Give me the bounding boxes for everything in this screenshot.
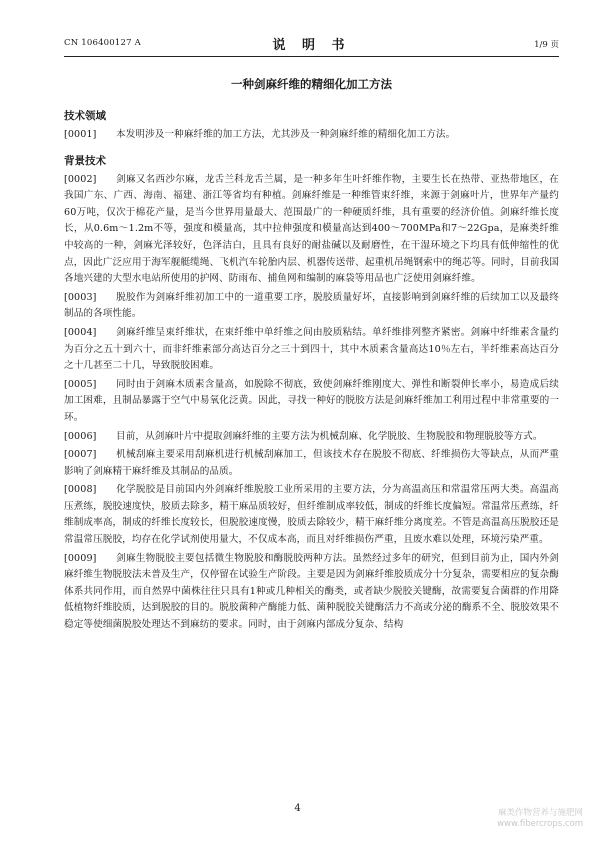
paragraph-text: 脱胶作为剑麻纤维初加工中的一道重要工序，脱胶质量好坏，直接影响到剑麻纤维的后续加工以及最终制品的各项性能。 <box>64 291 559 320</box>
paragraph-text: 本发明涉及一种麻纤维的加工方法，尤其涉及一种剑麻纤维的精细化加工方法。 <box>116 129 456 140</box>
document-title: 一种剑麻纤维的精细化加工方法 <box>231 77 392 91</box>
section-heading: 背景技术 <box>64 154 106 167</box>
paragraph <box>64 429 559 446</box>
page-number: 4 <box>294 803 301 814</box>
page-indicator: 1/9 页 <box>534 40 559 50</box>
document-body <box>64 107 559 636</box>
paragraph-text: 剑麻生物脱胶主要包括微生物脱胶和酶脱胶两种方法。虽然经过多年的研究，但到目前为止，国内外剑麻纤维生物脱胶法未普及生产，仅停留在试验生产阶段。主要是因为剑麻纤维胶质成分十分复杂，需要相应的复杂酶体系共同作用，而自然界中菌株往往只具有1种或几种相关的酶类，或者缺少脱胶关键酶，故需要复合菌群的作用降低植物纤维胶质，达到脱胶的目的。脱胶菌种产酶能力低、菌种脱胶关键酶活力不高或分泌的酶系不全、脱胶效果不稳定等使细菌脱胶处理达不到麻纺的要求。同时，由于剑麻内部成分复杂、结构 <box>64 552 559 631</box>
paragraph <box>64 290 559 323</box>
paragraph-text: 化学脱胶是目前国内外剑麻纤维脱胶工业所采用的主要方法，分为高温高压和常温常压两大类。高温高压煮练，脱胶速度快，胶质去除多，精干麻品质较好，但纤维制成率较低，制成的纤维长度偏短。常温常压煮练，纤维制成率高，制成的纤维长度较长，但脱胶速度慢，胶质去除较少，精干麻纤维分离度差。不管是高温高压脱胶还是常温常压脱胶，均存在化学试剂使用量大，不仅成本高，而且对纤维损伤严重，且废水难以处理，环境污染严重。 <box>64 484 559 546</box>
paragraph-text: 剑麻又名西沙尔麻，龙舌兰科龙舌兰属，是一种多年生叶纤维作物，主要生长在热带、亚热带地区，在我国广东、广西、海南、福建、浙江等省均有种植。剑麻纤维是一种维管束纤维，来源于剑麻叶片，世界年产量约60万吨，仅次于棉花产量，是当今世界用量最大、范围最广的一种硬质纤维，具有重要的经济价值。剑麻纤维长度长，从0.6m～1.2m不等，强度和模量高，其中拉伸强度和模量高达到400～700MPa和7～22Gpa，是麻类纤维中较高的一种，剑麻光泽较好，色泽洁白，且具有良好的耐盐碱以及耐磨性，在干湿环境之下均具有低伸缩性的优点，因此广泛应用于海军舰艇缆绳、飞机汽车轮胎内层、机器传送带、起重机吊绳钢索中的绳芯等。同时，目前我国各地兴建的大型水电站所使用的护网、防雨布、捕鱼网和编制的麻袋等用品也广泛使用剑麻纤维。 <box>64 173 559 285</box>
paragraph <box>64 551 559 634</box>
paragraph-number: [0004] <box>64 326 97 338</box>
paragraph <box>64 325 559 375</box>
paragraph-number: [0006] <box>64 430 97 442</box>
paragraph-number: [0002] <box>64 173 97 185</box>
publication-number: CN 106400127 A <box>64 38 141 48</box>
paragraph <box>64 377 559 427</box>
paragraph <box>64 482 559 548</box>
paragraph-text: 同时由于剑麻木质素含量高，如脱除不彻底，致使剑麻纤维刚度大、弹性和断裂伸长率小，易造成后续加工困难，且制品暴露于空气中易氧化泛黄。因此，寻找一种好的脱胶方法是剑麻纤维加工利用过程中非常重要的一环。 <box>64 378 559 423</box>
paragraph-number: [0005] <box>64 378 97 390</box>
site-watermark <box>497 808 583 830</box>
header-divider <box>64 56 559 57</box>
paragraph-number: [0009] <box>64 552 97 564</box>
paragraph-number: [0007] <box>64 449 97 461</box>
paragraph-number: [0008] <box>64 484 97 496</box>
paragraph <box>64 447 559 480</box>
header-title: 说 明 书 <box>272 38 351 53</box>
watermark-line: 麻类作物营养与施肥网 <box>497 808 583 818</box>
paragraph-number: [0001] <box>64 129 97 140</box>
paragraph-text: 目前，从剑麻叶片中提取剑麻纤维的主要方法为机械刮麻、化学脱胶、生物脱胶和物理脱胶等方式。 <box>116 430 543 442</box>
paragraph-text: 剑麻纤维呈束纤维状，在束纤维中单纤维之间由胶质粘结。单纤维排列整齐紧密。剑麻中纤维素含量约为百分之五十到六十，而非纤维素部分高达百分之三十到四十，其中木质素含量高达10％左右，半纤维素高达百分之十几甚至二十几，导致脱胶困难。 <box>64 326 559 372</box>
paragraph <box>64 172 559 288</box>
paragraph-text: 机械刮麻主要采用刮麻机进行机械刮麻加工，但该技术存在脱胶不彻底、纤维损伤大等缺点，从而严重影响了剑麻精干麻纤维及其制品的品质。 <box>64 449 559 477</box>
page-header <box>64 34 559 54</box>
watermark-url: www.fibercrops.com <box>497 819 583 829</box>
section-heading: 技术领域 <box>64 110 106 122</box>
paragraph-number: [0003] <box>64 291 97 303</box>
paragraph <box>64 127 559 144</box>
